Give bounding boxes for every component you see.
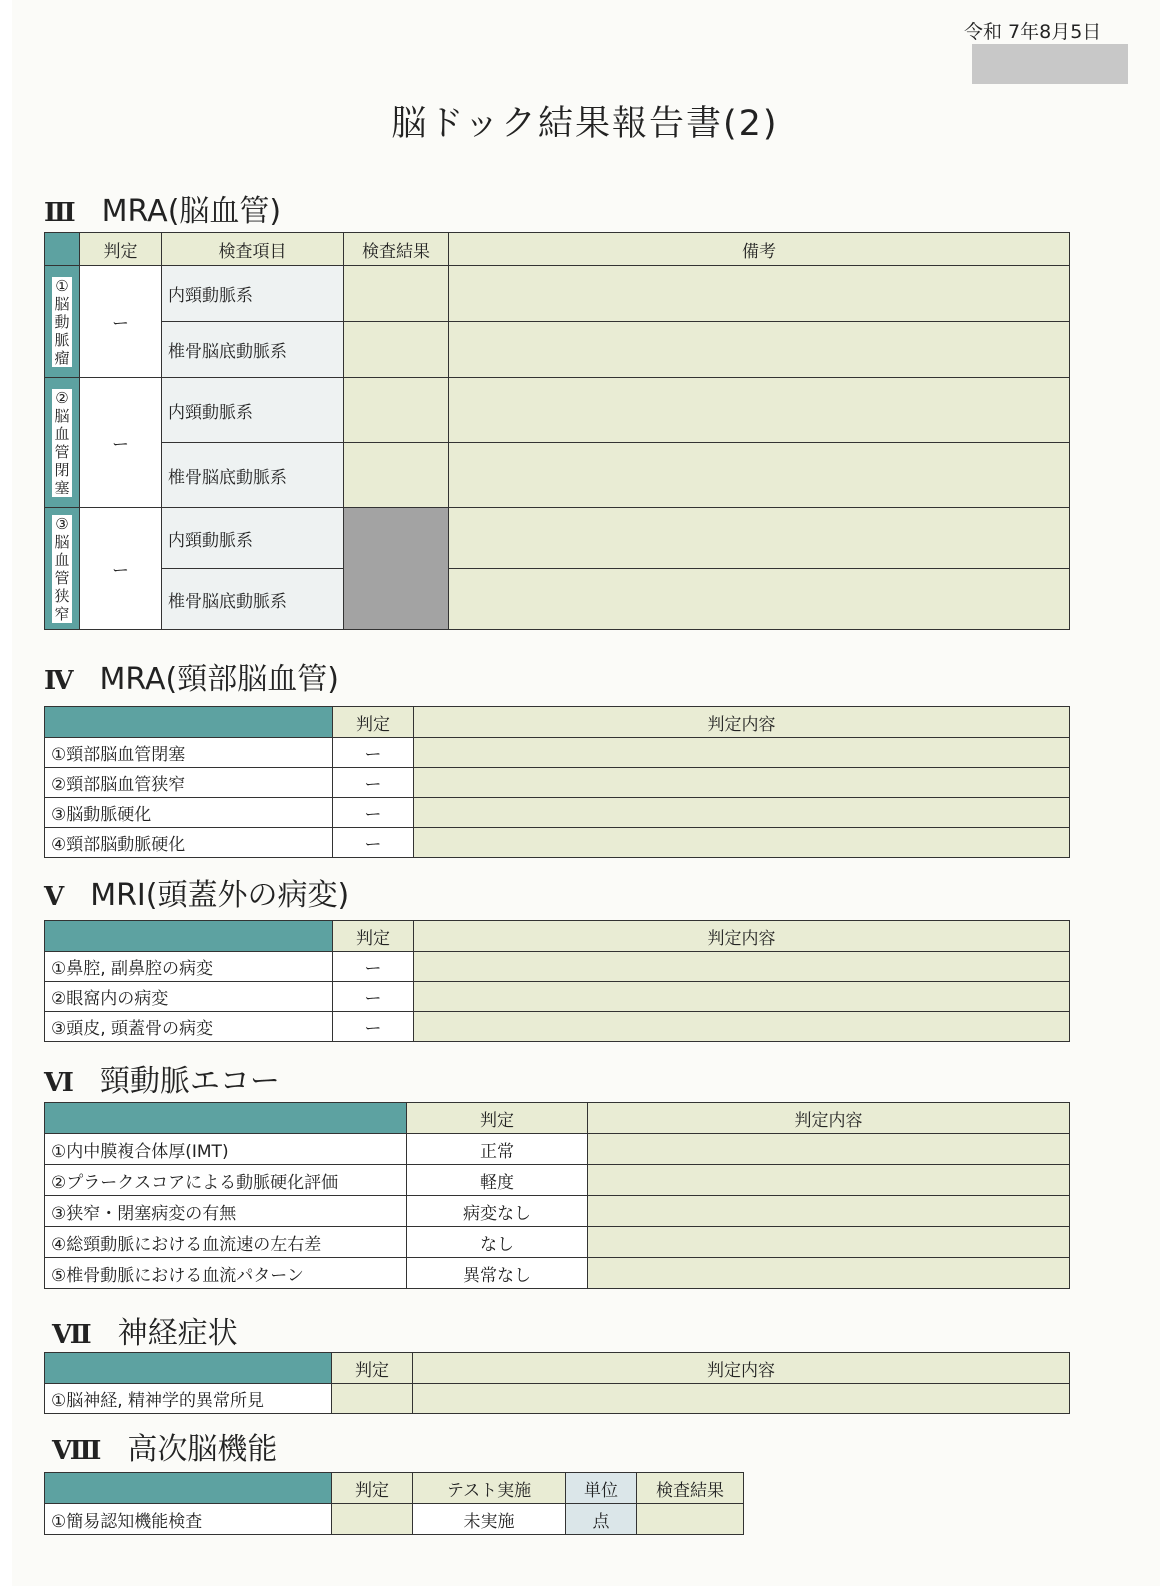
mri-extracranial-table	[44, 920, 1070, 1042]
corner-cell	[45, 921, 333, 952]
remarks-cell	[449, 508, 1070, 569]
corner-cell	[45, 707, 333, 738]
remarks-cell	[449, 443, 1070, 508]
group-label: ③脳血管狭窄	[52, 515, 72, 623]
remarks-cell	[449, 322, 1070, 378]
detail-cell	[588, 1227, 1070, 1258]
header-result: 検査結果	[344, 233, 449, 266]
judge-cell: なし	[407, 1227, 588, 1258]
row-label: ②頸部脳血管狭窄	[45, 768, 333, 798]
judge-cell: 異常なし	[407, 1258, 588, 1289]
table-row	[45, 322, 1070, 378]
table-row	[45, 1384, 1070, 1414]
result-cell	[344, 322, 449, 378]
mra-brain-table	[44, 232, 1070, 630]
unit-cell: 点	[566, 1504, 637, 1535]
judge-cell: ー	[333, 828, 414, 858]
row-label: ①頸部脳血管閉塞	[45, 738, 333, 768]
item-cell: 内頸動脈系	[162, 508, 344, 569]
table-row	[45, 1196, 1070, 1227]
detail-cell	[414, 982, 1070, 1012]
test-cell: 未実施	[413, 1504, 566, 1535]
table-row	[45, 768, 1070, 798]
header-test: テスト実施	[413, 1473, 566, 1504]
row-label: ③頭皮, 頭蓋骨の病変	[45, 1012, 333, 1042]
table-row	[45, 508, 1070, 569]
group-label: ②脳血管閉塞	[52, 389, 72, 497]
header-result: 検査結果	[637, 1473, 744, 1504]
section-3-heading: Ⅲ MRA(脳血管)	[44, 194, 282, 229]
judge-cell: 病変なし	[407, 1196, 588, 1227]
table-row	[45, 1165, 1070, 1196]
detail-cell	[414, 768, 1070, 798]
item-cell: 内頸動脈系	[162, 378, 344, 443]
header-detail: 判定内容	[588, 1103, 1070, 1134]
item-cell: 椎骨脳底動脈系	[162, 569, 344, 630]
section-8-heading: Ⅷ 高次脳機能	[52, 1432, 278, 1467]
report-date: 令和 7年8月5日	[964, 21, 1102, 43]
corner-cell	[45, 1103, 407, 1134]
header-judge: 判定	[332, 1473, 413, 1504]
section-5-heading: Ⅴ MRI(頭蓋外の病変)	[44, 878, 350, 913]
result-cell-shaded	[344, 508, 449, 630]
report-title: 脳ドック結果報告書(2)	[391, 104, 779, 144]
detail-cell	[414, 952, 1070, 982]
detail-cell	[414, 738, 1070, 768]
table-row	[45, 1504, 744, 1535]
row-label: ①簡易認知機能検査	[45, 1504, 332, 1535]
header-judge: 判定	[407, 1103, 588, 1134]
table-row	[45, 1258, 1070, 1289]
detail-cell	[414, 1012, 1070, 1042]
detail-cell	[588, 1165, 1070, 1196]
item-cell: 椎骨脳底動脈系	[162, 443, 344, 508]
judge-cell: ー	[333, 952, 414, 982]
judge-cell: 軽度	[407, 1165, 588, 1196]
judge-cell	[332, 1504, 413, 1535]
row-label: ①脳神経, 精神学的異常所見	[45, 1384, 332, 1414]
table-row	[45, 1012, 1070, 1042]
row-label: ②プラークスコアによる動脈硬化評価	[45, 1165, 407, 1196]
judge-cell: ー	[80, 508, 162, 630]
item-cell: 椎骨脳底動脈系	[162, 322, 344, 378]
result-cell	[344, 266, 449, 322]
group-label-cell	[45, 508, 80, 630]
cognitive-function-table	[44, 1472, 744, 1535]
detail-cell	[588, 1134, 1070, 1165]
row-label: ③脳動脈硬化	[45, 798, 333, 828]
judge-cell: 正常	[407, 1134, 588, 1165]
judge-cell	[332, 1384, 413, 1414]
table-header-row	[45, 1353, 1070, 1384]
result-cell	[637, 1504, 744, 1535]
row-label: ④頸部脳動脈硬化	[45, 828, 333, 858]
corner-cell	[45, 1353, 332, 1384]
result-cell	[344, 443, 449, 508]
judge-cell: ー	[333, 738, 414, 768]
row-label: ①内中膜複合体厚(IMT)	[45, 1134, 407, 1165]
table-row	[45, 828, 1070, 858]
table-row	[45, 1227, 1070, 1258]
group-label: ①脳動脈瘤	[52, 277, 72, 367]
row-label: ⑤椎骨動脈における血流パターン	[45, 1258, 407, 1289]
table-header-row	[45, 233, 1070, 266]
table-header-row	[45, 1473, 744, 1504]
judge-cell: ー	[80, 378, 162, 508]
remarks-cell	[449, 378, 1070, 443]
row-label: ①鼻腔, 副鼻腔の病変	[45, 952, 333, 982]
header-detail: 判定内容	[414, 707, 1070, 738]
header-item: 検査項目	[162, 233, 344, 266]
table-row	[45, 738, 1070, 768]
section-6-heading: Ⅵ 頸動脈エコー	[44, 1064, 280, 1099]
table-row	[45, 1134, 1070, 1165]
item-cell: 内頸動脈系	[162, 266, 344, 322]
group-label-cell	[45, 378, 80, 508]
header-judge: 判定	[80, 233, 162, 266]
detail-cell	[588, 1258, 1070, 1289]
result-cell	[344, 378, 449, 443]
section-4-heading: Ⅳ MRA(頸部脳血管)	[44, 662, 339, 697]
header-judge: 判定	[333, 921, 414, 952]
row-label: ④総頸動脈における血流速の左右差	[45, 1227, 407, 1258]
section-7-heading: Ⅶ 神経症状	[52, 1316, 238, 1351]
corner-cell	[45, 1473, 332, 1504]
detail-cell	[414, 798, 1070, 828]
row-label: ③狭窄・閉塞病変の有無	[45, 1196, 407, 1227]
header-judge: 判定	[333, 707, 414, 738]
judge-cell: ー	[333, 768, 414, 798]
corner-cell	[45, 233, 80, 266]
judge-cell: ー	[333, 982, 414, 1012]
table-row	[45, 569, 1070, 630]
row-label: ②眼窩内の病変	[45, 982, 333, 1012]
header-unit: 単位	[566, 1473, 637, 1504]
detail-cell	[414, 828, 1070, 858]
judge-cell: ー	[333, 798, 414, 828]
remarks-cell	[449, 569, 1070, 630]
table-row	[45, 798, 1070, 828]
detail-cell	[413, 1384, 1070, 1414]
group-label-cell	[45, 266, 80, 378]
header-remarks: 備考	[449, 233, 1070, 266]
table-header-row	[45, 707, 1070, 738]
detail-cell	[588, 1196, 1070, 1227]
table-row	[45, 378, 1070, 443]
table-row	[45, 266, 1070, 322]
header-judge: 判定	[332, 1353, 413, 1384]
table-header-row	[45, 1103, 1070, 1134]
remarks-cell	[449, 266, 1070, 322]
table-row	[45, 952, 1070, 982]
mra-neck-table	[44, 706, 1070, 858]
header-detail: 判定内容	[414, 921, 1070, 952]
redacted-block	[972, 44, 1128, 84]
table-row	[45, 982, 1070, 1012]
carotid-echo-table	[44, 1102, 1070, 1289]
judge-cell: ー	[80, 266, 162, 378]
header-detail: 判定内容	[413, 1353, 1070, 1384]
judge-cell: ー	[333, 1012, 414, 1042]
table-row	[45, 443, 1070, 508]
table-header-row	[45, 921, 1070, 952]
neuro-symptom-table	[44, 1352, 1070, 1414]
